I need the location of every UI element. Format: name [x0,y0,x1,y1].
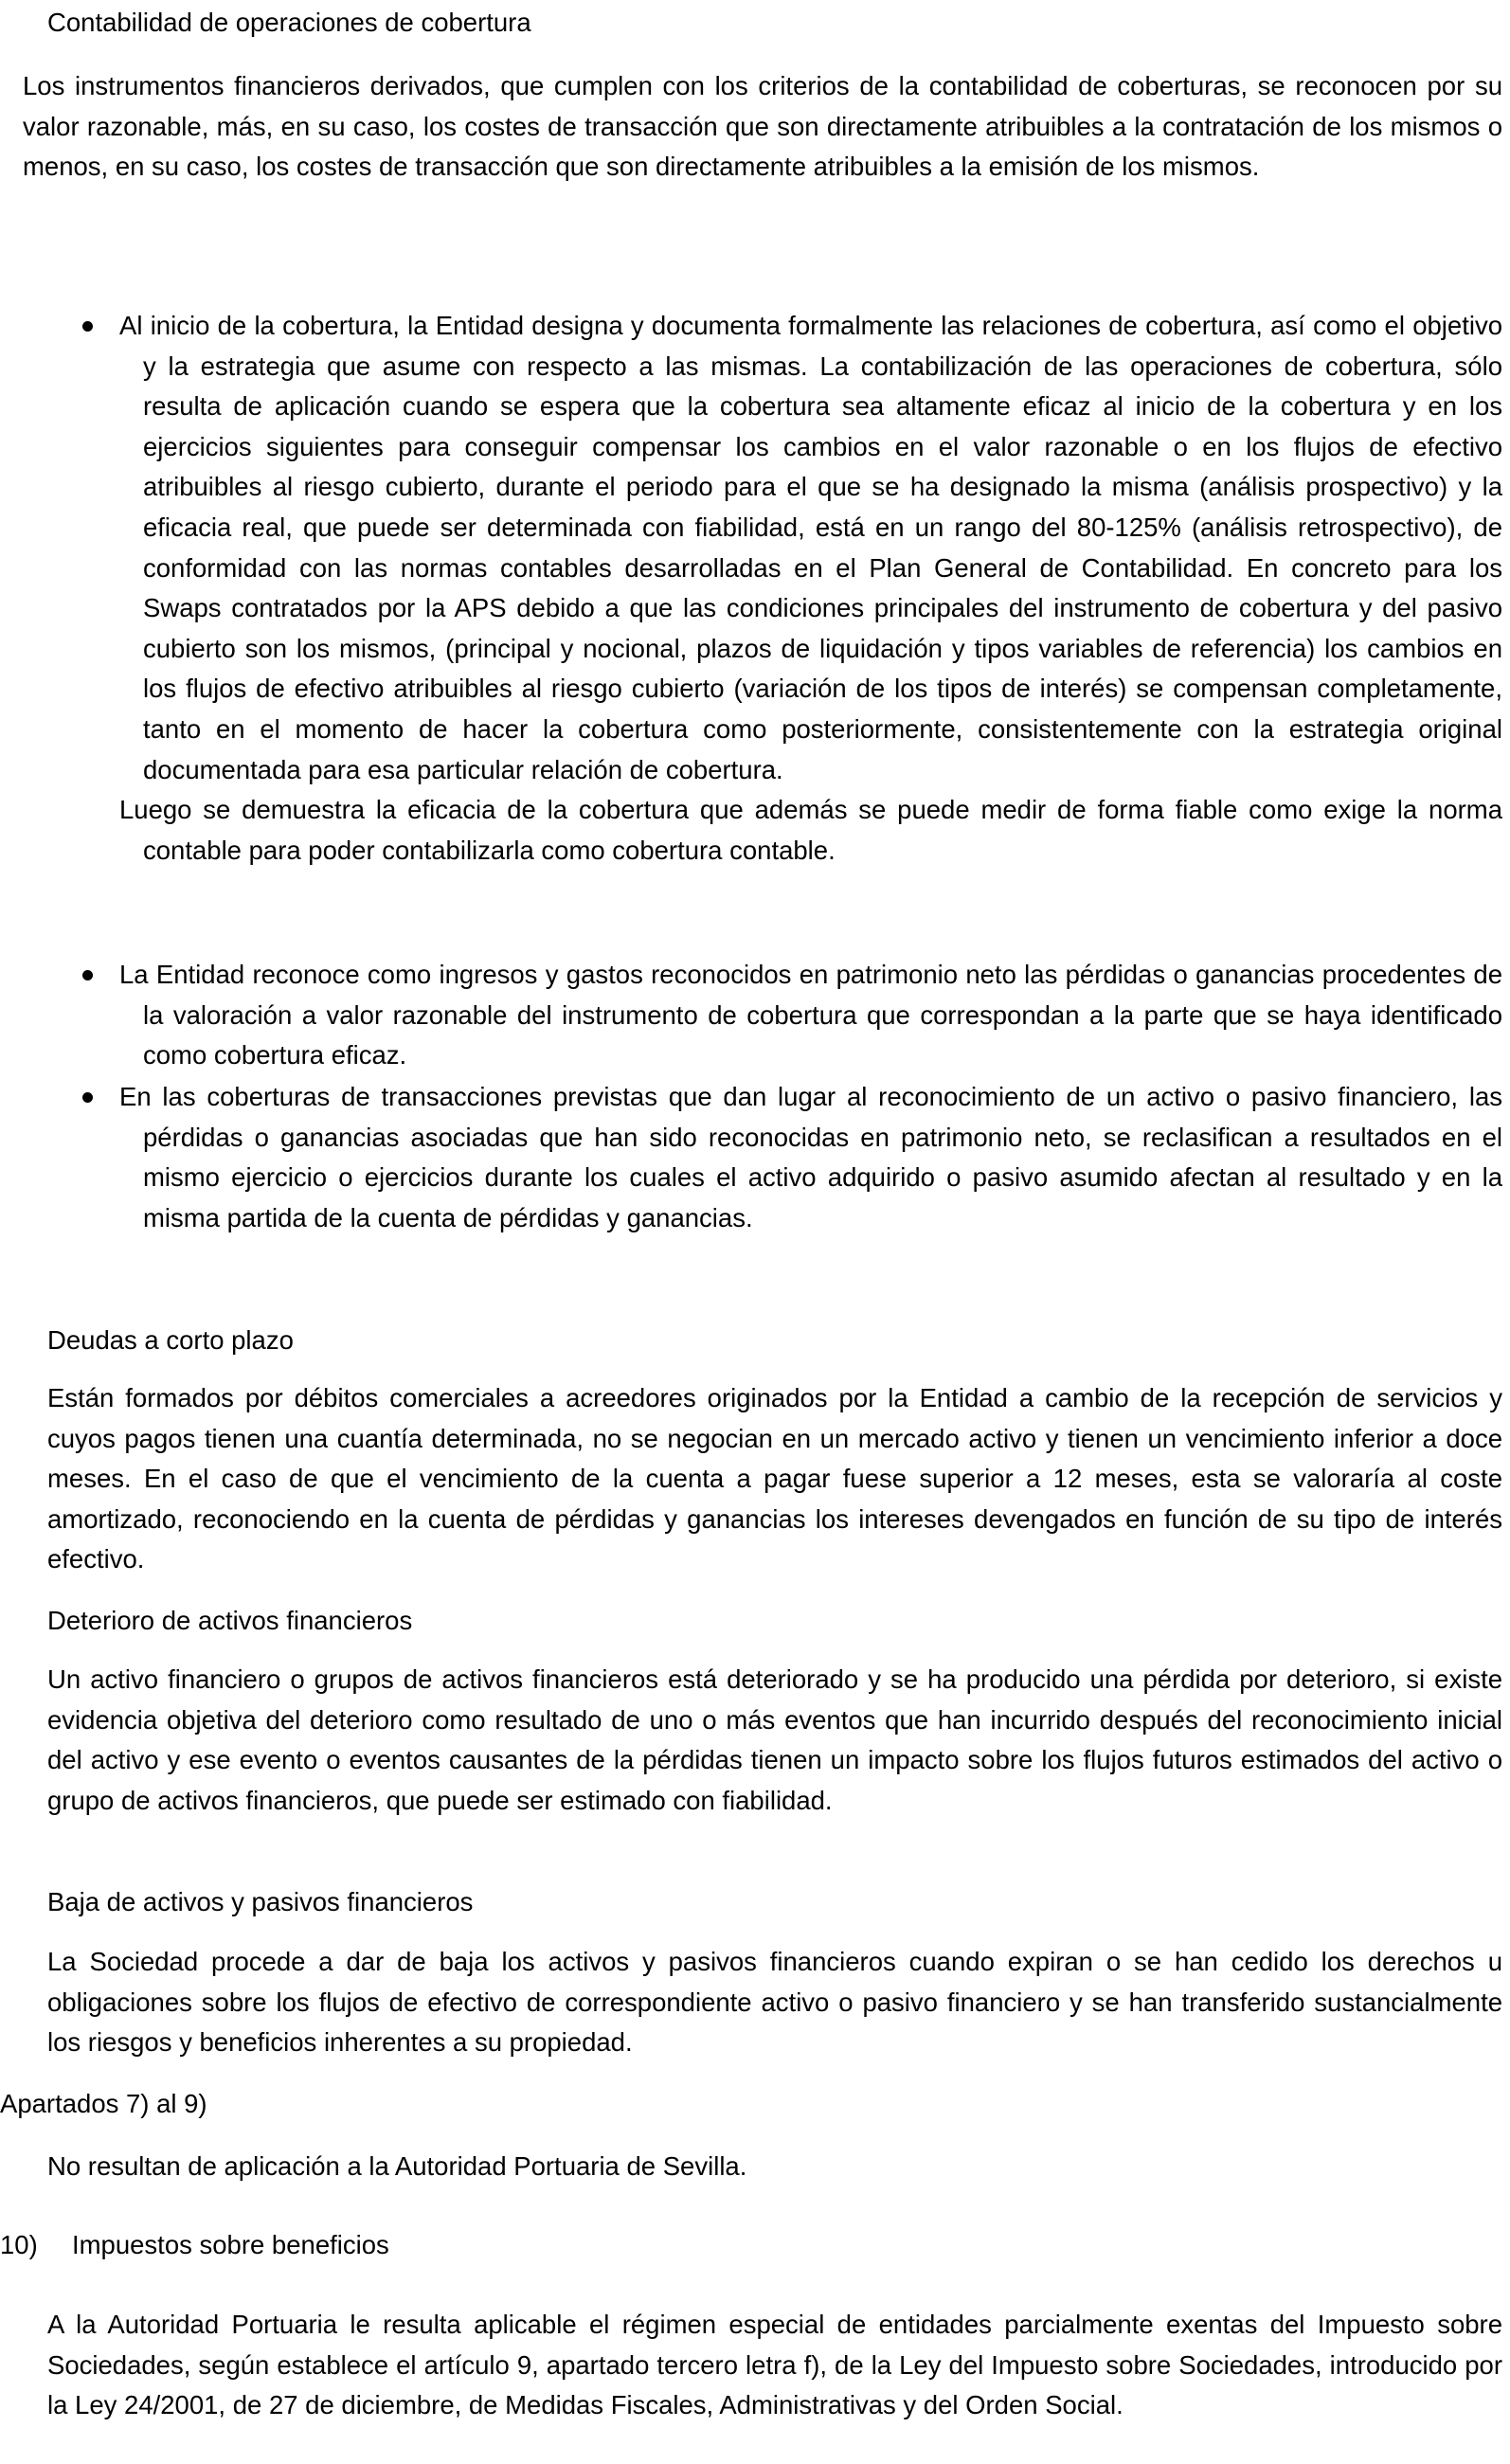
tax-section-number: 10) [0,2230,38,2259]
tax-section-heading: Impuestos sobre beneficios [72,2230,389,2259]
short-term-debt-paragraph: Están formados por débitos comerciales a acreedores originados por la Entidad a cambio de la recepción de servicios y cuyos pagos tienen una cuantía determinada, no se negocian en un mercado activo y tienen un vencimiento inferior a doce meses. En el caso de que el vencimiento de la cuenta a pagar fuese superior a 12 meses, esta se valoraría al coste amortizado, reconociendo en la cuenta de pérdidas y ganancias los intereses devengados en función de su tipo de interés efectivo. [47,1383,1502,1574]
bullet-3-text: En las coberturas de transacciones previstas que dan lugar al reconocimiento de un activo o pasivo financiero, las pérdidas o ganancias asociadas que han sido reconocidas en patrimonio neto, se reclasifican a resultados en el mismo ejercicio o ejercicios durante los cuales el activo adquirido o pasivo asumido afectan al resultado y en la misma partida de la cuenta de pérdidas y ganancias. [119,1082,1502,1232]
hedge-accounting-heading: Contabilidad de operaciones de cobertura [47,8,531,37]
bullet-2-text: La Entidad reconoce como ingresos y gastos reconocidos en patrimonio neto las pérdidas o ganancias procedentes de la valoración a valor razonable del instrumento de cobertura que correspondan a la parte que se haya identificado como cobertura eficaz. [119,960,1502,1070]
bullet-icon [82,1092,93,1103]
bullet-1-text: Al inicio de la cobertura, la Entidad designa y documenta formalmente las relaciones de cobertura, así como el objetivo y la estrategia que asume con respecto a las mismas. La contabilización de las operaciones de cobertura, sólo resulta de aplicación cuando se espera que la cobertura sea altamente eficaz al inicio de la cobertura y en los ejercicios siguientes para conseguir compensar los cambios en el valor razonable o en los flujos de efectivo atribuibles al riesgo cubierto, durante el periodo para el que se ha designado la misma (análisis prospectivo) y la eficacia real, que puede ser determinada con fiabilidad, está en un rango del 80-125% (análisis retrospectivo), de conformidad con las normas contables desarrolladas en el Plan General de Contabilidad. En concreto para los Swaps contratados por la APS debido a que las condiciones principales del instrumento de cobertura y del pasivo cubierto son los mismos, (principal y nocional, plazos de liquidación y tipos variables de referencia) los cambios en los flujos de efectivo atribuibles al riesgo cubierto (variación de los tipos de interés) se compensan completamente, tanto en el momento de hacer la cobertura como posteriormente, consistentemente con la estrategia original documentada para esa particular relación de cobertura. [119,311,1502,784]
bullet-icon [82,970,93,980]
bullet-1-extra: Luego se demuestra la eficacia de la cobertura que además se puede medir de forma fiable como exige la norma contable para poder contabilizarla como cobertura contable. [119,795,1502,865]
list-item-text [119,306,1502,871]
hedge-intro-paragraph: Los instrumentos financieros derivados, que cumplen con los criterios de la contabilidad de coberturas, se reconocen por su valor razonable, más, en su caso, los costes de transacción que son directamente atribuibles a la contratación de los mismos o menos, en su caso, los costes de transacción que son directamente atribuibles a la emisión de los mismos. [23,71,1502,182]
tax-paragraph: A la Autoridad Portuaria le resulta aplicable el régimen especial de entidades parcialmente exentas del Impuesto sobre Sociedades, según establece el artículo 9, apartado tercero letra f), de la Ley del Impuesto sobre Sociedades, introducido por la Ley 24/2001, de 27 de diciembre, de Medidas Fiscales, Administrativas y del Orden Social. [47,2310,1502,2420]
derecognition-heading: Baja de activos y pasivos financieros [47,1887,474,1916]
derecognition-paragraph: La Sociedad procede a dar de baja los activos y pasivos financieros cuando expiran o se han cedido los derechos u obligaciones sobre los flujos de efectivo de correspondiente activo o pasivo financiero y se han transferido sustancialmente los riesgos y beneficios inherentes a su propiedad. [47,1947,1502,2058]
sections-7-9-heading: Apartados 7) al 9) [0,2089,207,2118]
impairment-paragraph: Un activo financiero o grupos de activos financieros está deteriorado y se ha producido una pérdida por deterioro, si existe evidencia objetiva del deterioro como resultado de uno o más eventos que han incurrido después del reconocimiento inicial del activo y ese evento o eventos causantes de la pérdidas tienen un impacto sobre los flujos futuros estimados del activo o grupo de activos financieros, que puede ser estimado con fiabilidad. [47,1664,1502,1815]
bullet-icon [82,321,93,332]
sections-7-9-paragraph: No resultan de aplicación a la Autoridad Portuaria de Sevilla. [47,2151,747,2181]
short-term-debt-heading: Deudas a corto plazo [47,1325,294,1355]
impairment-heading: Deterioro de activos financieros [47,1606,413,1635]
